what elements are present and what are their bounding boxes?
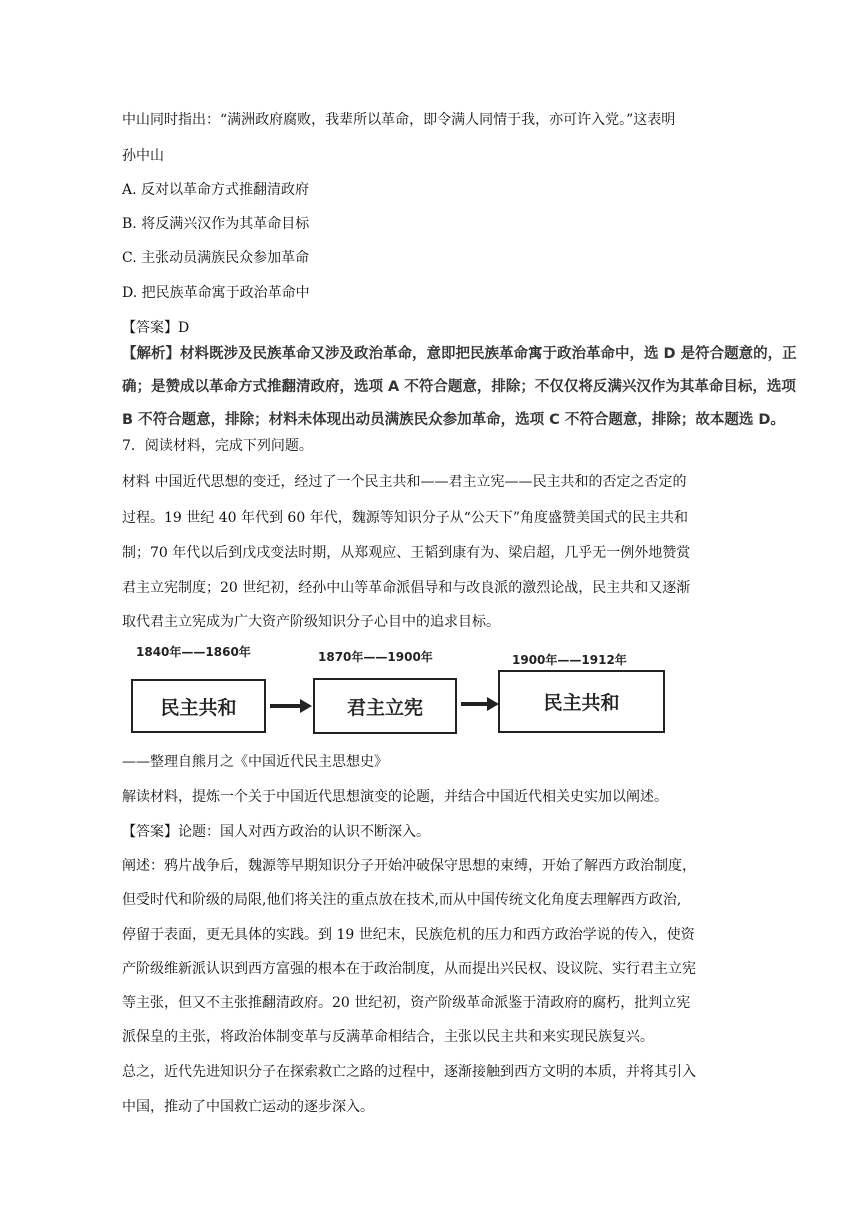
material-line: 过程。19 世纪 40 年代到 60 年代，魏源等知识分子从“公天下”角度盛赞美国式的民主共和 (122, 510, 689, 526)
answer-line: 总之，近代先进知识分子在探索救亡之路的过程中，逐渐接触到西方文明的本质，并将其引入 (122, 1064, 696, 1080)
answer-line: 等主张，但又不主张推翻清政府。20 世纪初，资产阶级革命派鉴于清政府的腐朽，批判立宪 (122, 995, 691, 1011)
source-line: ——整理自熊月之《中国近代民主思想史》 (122, 754, 388, 770)
option-a: A. 反对以革命方式推翻清政府 (122, 182, 310, 198)
question-stem-line: 孙中山 (122, 148, 164, 164)
period-label: 1870年——1900年 (318, 650, 433, 664)
analysis-line: 【解析】材料既涉及民族革命又涉及政治革命，意即把民族革命寓于政治革命中，选 D 是符合题意的，正 (122, 346, 797, 362)
stage-box: 民主共和 (131, 679, 266, 733)
answer-line: 但受时代和阶级的局限,他们将关注的重点放在技术,而从中国传统文化角度去理解西方政治, (122, 892, 682, 908)
material-line: 取代君主立宪成为广大资产阶级知识分子心目中的追求目标。 (122, 614, 500, 630)
answer-line: 阐述：鸦片战争后，魏源等早期知识分子开始冲破保守思想的束缚，开始了解西方政治制度， (122, 858, 696, 874)
answer-line: 中国，推动了中国救亡运动的逐步深入。 (122, 1099, 374, 1115)
option-d: D. 把民族革命寓于政治革命中 (122, 285, 310, 301)
answer-line: 产阶级维新派认识到西方富强的根本在于政治制度，从而提出兴民权、设议院、实行君主立宪 (122, 961, 696, 977)
arrow-right-icon (459, 695, 501, 713)
answer-line: 【答案】D (122, 320, 190, 336)
material-line: 制；70 年代以后到戊戌变法时期，从郑观应、王韬到康有为、梁启超，几乎无一例外地赞赏 (122, 545, 691, 561)
analysis-line: 确；是赞成以革命方式推翻清政府，选项 A 不符合题意，排除；不仅仅将反满兴汉作为其革命目标，选项 (122, 379, 796, 395)
material-line: 材料 中国近代思想的变迁，经过了一个民主共和——君主立宪——民主共和的否定之否定的 (122, 474, 687, 490)
answer-line: 停留于表面，更无具体的实践。到 19 世纪末，民族危机的压力和西方政治学说的传入，使资 (122, 927, 695, 943)
arrow-right-icon (268, 697, 314, 715)
period-label: 1840年——1860年 (136, 645, 251, 659)
answer-line: 派保皇的主张，将政治体制变革与反满革命相结合，主张以民主共和来实现民族复兴。 (122, 1029, 654, 1045)
analysis-line: B 不符合题意，排除；材料未体现出动员满族民众参加革命，选项 C 不符合题意，排除；故本题选 D。 (122, 412, 785, 428)
question-stem-line: 中山同时指出：“满洲政府腐败，我辈所以革命，即令满人同情于我，亦可许入党。”这表明 (122, 112, 676, 128)
stage-box: 民主共和 (498, 670, 665, 733)
option-b: B. 将反满兴汉作为其革命目标 (122, 216, 310, 232)
question-prompt: 解读材料，提炼一个关于中国近代思想演变的论题，并结合中国近代相关史实加以阐述。 (122, 789, 668, 805)
answer-line: 【答案】论题：国人对西方政治的认识不断深入。 (122, 824, 430, 840)
question-title: 7．阅读材料，完成下列问题。 (122, 438, 313, 454)
stage-box: 君主立宪 (313, 678, 457, 734)
material-line: 君主立宪制度；20 世纪初，经孙中山等革命派倡导和与改良派的激烈论战，民主共和又逐渐 (122, 580, 691, 596)
option-c: C. 主张动员满族民众参加革命 (122, 250, 310, 266)
period-label: 1900年——1912年 (512, 653, 627, 667)
